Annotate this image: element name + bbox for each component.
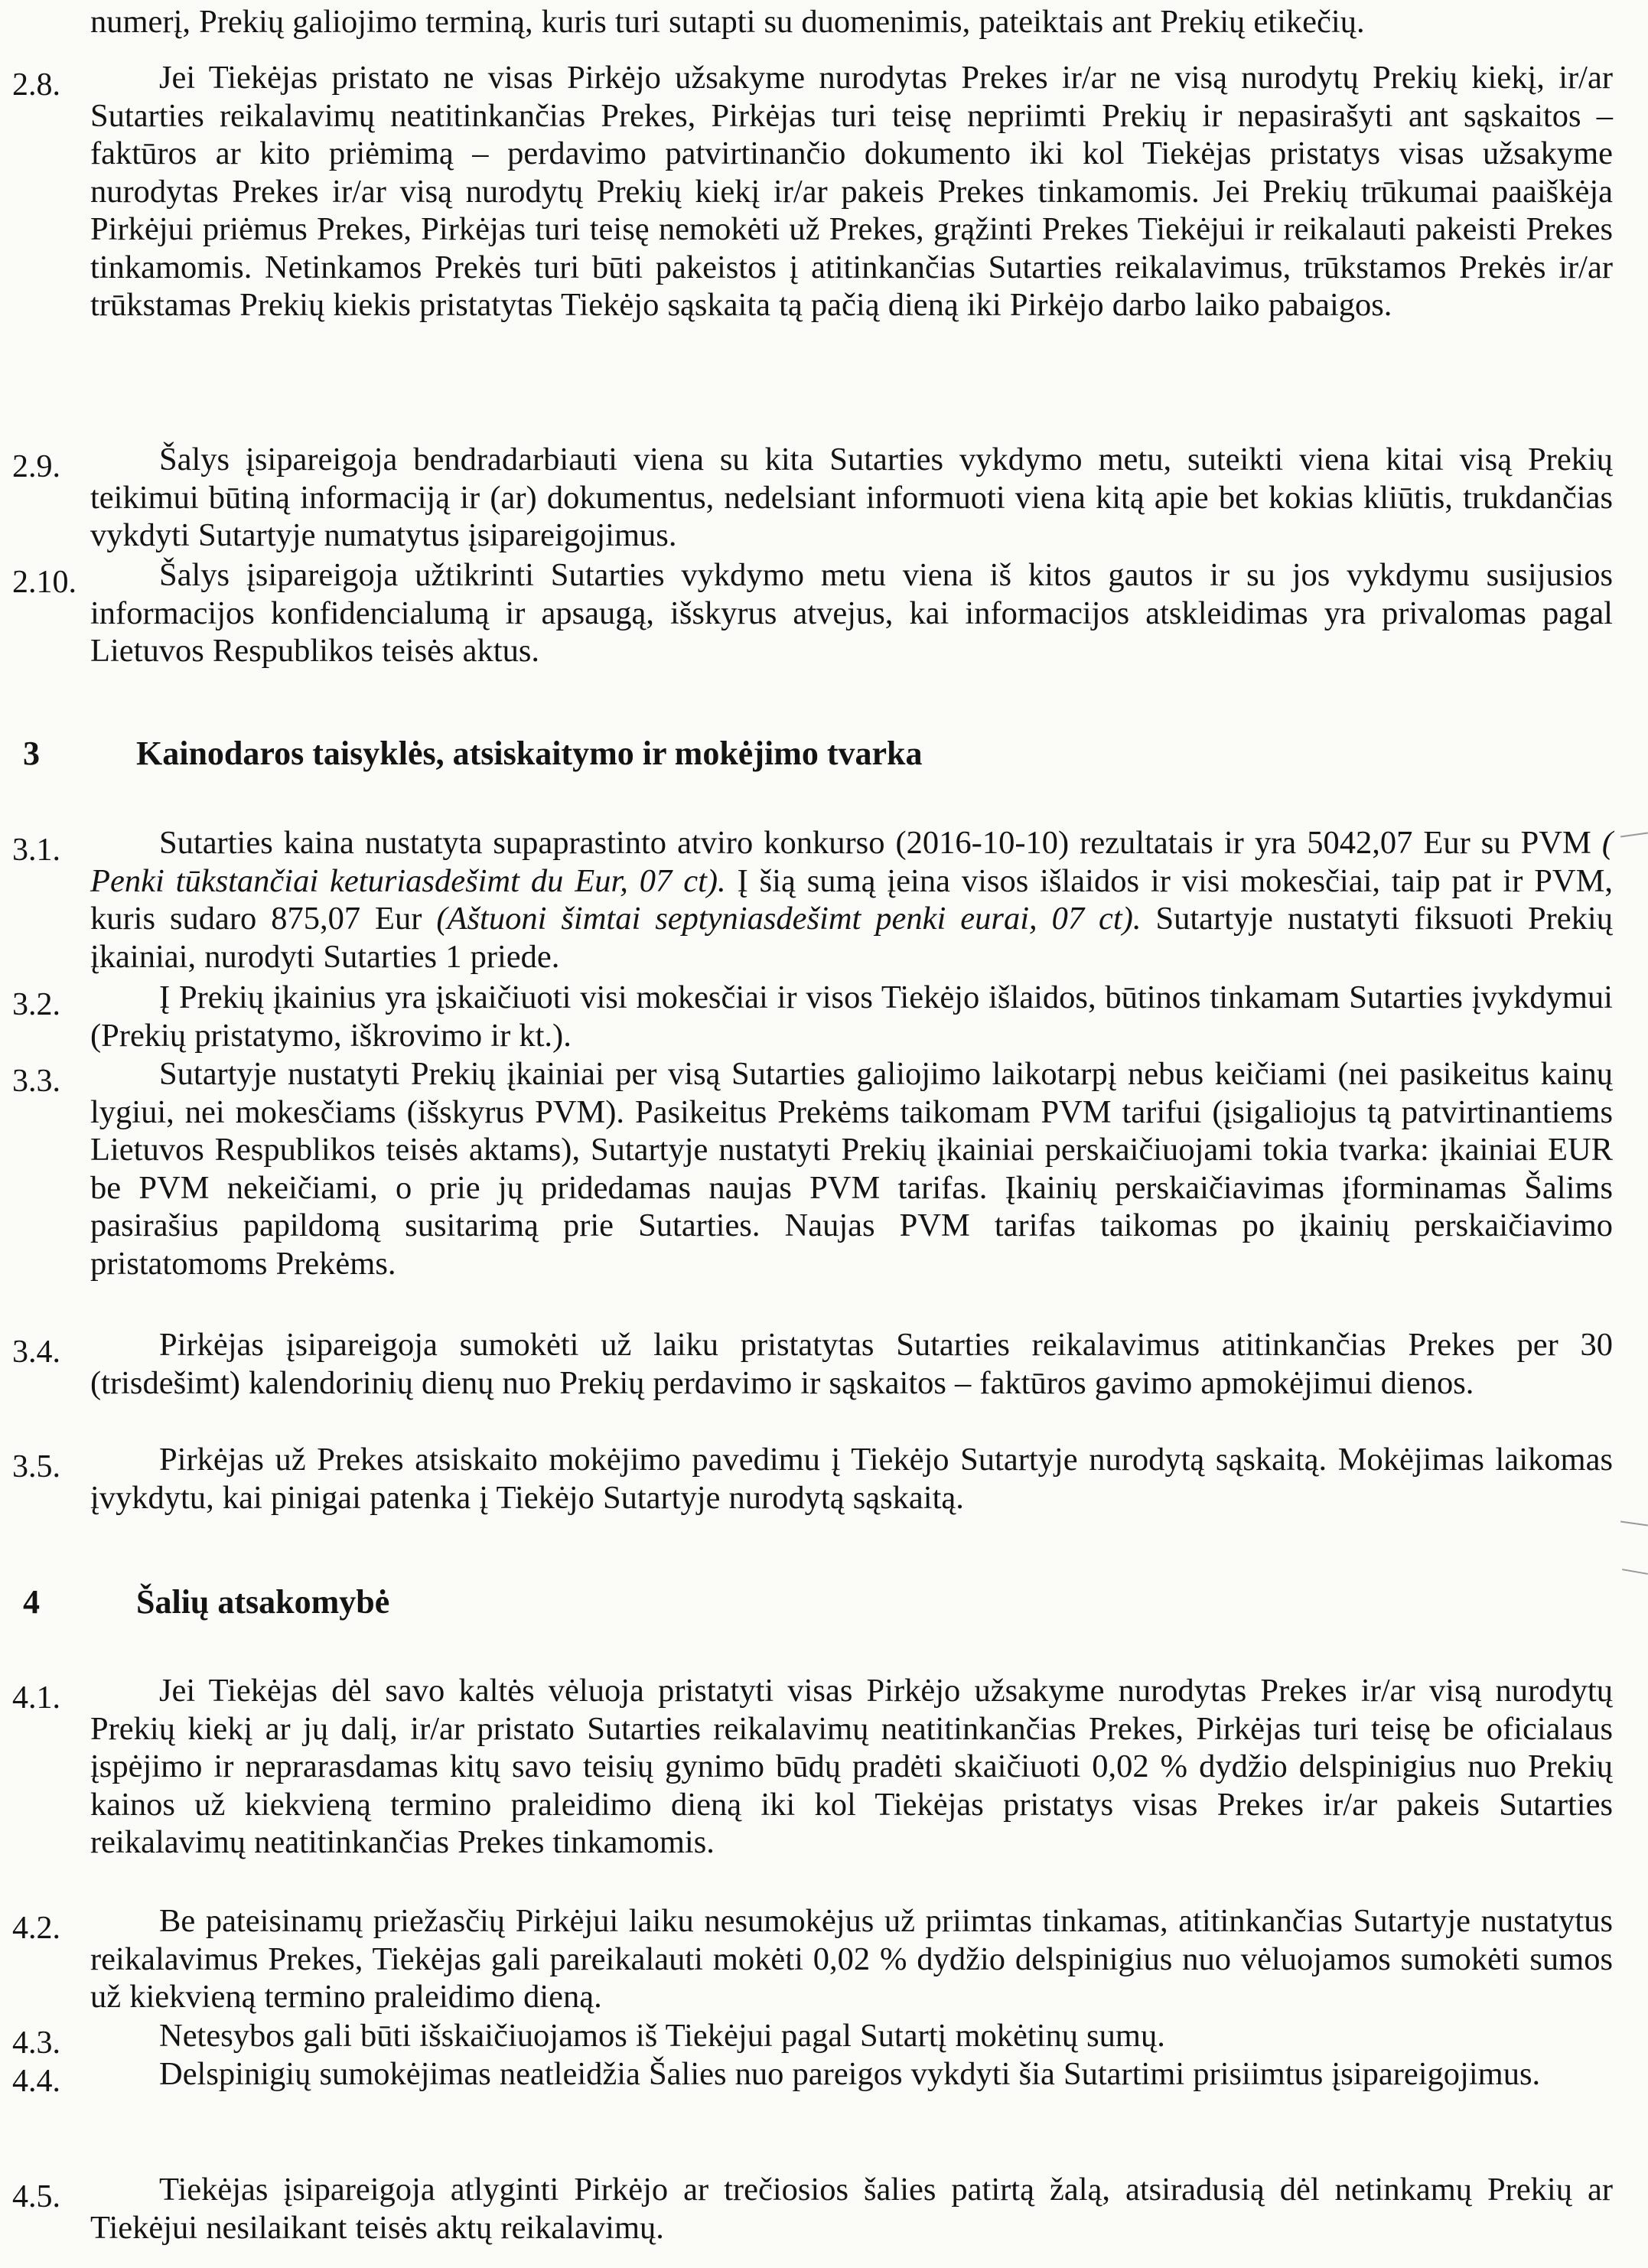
clause-number: 4.4.	[12, 2064, 60, 2099]
scan-artifact	[1620, 833, 1648, 838]
clause-2-7-continuation	[90, 3, 1613, 41]
clause-text: Be pateisinamų priežasčių Pirkėjui laiku nesumokėjus už priimtas tinkamas, atitinkančias Sutartyje nustatytus reikalavimus Prekes, Tiekėjas gali pareikalauti mokėti 0,02 % dydžio delspinigius nuo vėluojamos sumokėti sumos už kiekvieną termino praleidimo dieną.	[90, 1903, 1613, 2015]
clause-text: Delspinigių sumokėjimas neatleidžia Šalies nuo pareigos vykdyti šia Sutartimi prisiimtus įsipareigojimus.	[159, 2056, 1541, 2092]
clause-number: 4.2.	[12, 1911, 60, 1946]
section-number: 4	[23, 1583, 40, 1621]
clause-text: Pirkėjas įsipareigoja sumokėti už laiku pristatytas Sutarties reikalavimus atitinkančias Prekes per 30 (trisdešimt) kalendorinių dienų nuo Prekių perdavimo ir sąskaitos – faktūros gavimo apmokėjimui dienos.	[90, 1327, 1613, 1401]
clause-4-3	[12, 2017, 1613, 2061]
clause-number: 3.4.	[12, 1334, 60, 1370]
clause-3-3	[12, 1055, 1613, 1282]
scan-artifact	[1620, 1521, 1648, 1527]
clause-3-1	[12, 824, 1613, 976]
clause-3-4	[12, 1326, 1613, 1402]
clause-text: Sutartyje nustatyti Prekių įkainiai per visą Sutarties galiojimo laikotarpį nebus keičiami (nei pasikeitus kainų lygiui, nei mokesčiams (išskyrus PVM). Pasikeitus Prekėms taikomam PVM tarifui (įsigaliojus tą patvirtinantiems Lietuvos Respublikos teisės aktams), Sutartyje nustatyti Prekių įkainiai perskaičiuojami tokia tvarka: įkainiai EUR be PVM nekeičiami, o prie jų pridedamas naujas PVM tarifas. Įkainių perskaičiavimas įforminamas Šalims pasirašius papildomą susitarimą prie Sutarties. Naujas PVM tarifas taikomas po įkainių perskaičiavimo pristatomoms Prekėms.	[90, 1056, 1613, 1282]
clause-4-2	[12, 1902, 1613, 2016]
clause-text	[90, 824, 1613, 976]
clause-text: Tiekėjas įsipareigoja atlyginti Pirkėjo ar trečiosios šalies patirtą žalą, atsiradusią dėl netinkamų Prekių ar Tiekėjui nesilaikant teisės aktų reikalavimų.	[90, 2172, 1613, 2246]
clause-4-5	[12, 2171, 1613, 2247]
clause-number: 2.10.	[12, 565, 77, 600]
clause-text: Į Prekių įkainius yra įskaičiuoti visi mokesčiai ir visos Tiekėjo išlaidos, būtinos tinkamam Sutarties įvykdymui (Prekių pristatymo, iškrovimo ir kt.).	[90, 979, 1613, 1054]
clause-number: 2.8.	[12, 67, 60, 103]
clause-text-part: Į šią sumą įeina visos išlaidos ir visi mokesčiai, taip pat ir PVM, kuris sudaro 875,07 Eur	[90, 862, 1613, 937]
scan-artifact	[1622, 1569, 1648, 1575]
section-number: 3	[23, 735, 40, 772]
clause-text: Pirkėjas už Prekes atsiskaito mokėjimo pavedimu į Tiekėjo Sutartyje nurodytą sąskaitą. Mokėjimas laikomas įvykdytu, kai pinigai patenka į Tiekėjo Sutartyje nurodytą sąskaitą.	[90, 1442, 1613, 1516]
clause-2-10	[12, 556, 1613, 670]
clause-number: 3.3.	[12, 1064, 60, 1099]
section-heading-4	[23, 1583, 389, 1621]
clause-number: 3.5.	[12, 1449, 60, 1484]
clause-3-5	[12, 1441, 1613, 1517]
clause-text: Jei Tiekėjas pristato ne visas Pirkėjo užsakyme nurodytas Prekes ir/ar ne visą nurodytų Prekių kiekį, ir/ar Sutarties reikalavimų neatitinkančias Prekes, Pirkėjas turi teisę nepriimti Prekių ir nepasirašyti ant sąskaitos – faktūros ar kito priėmimą – perdavimo patvirtinančio dokumento iki kol Tiekėjas pristatys visas užsakyme nurodytas Prekes ir/ar visą nurodytų Prekių kiekį ir/ar pakeis Prekes tinkamomis. Jei Prekių trūkumai paaiškėja Pirkėjui priėmus Prekes, Pirkėjas turi teisę nemokėti už Prekes, grąžinti Prekes Tiekėjui ir reikalauti pakeisti Prekes tinkamomis. Netinkamos Prekės turi būti pakeistos į atitinkančias Sutarties reikalavimus, trūkstamos Prekės ir/ar trūkstamas Prekių kiekis pristatytas Tiekėjo sąskaita tą pačią dieną iki Pirkėjo darbo laiko pabaigos.	[90, 60, 1613, 323]
clause-text-part: Sutartyje nustatyti fiksuoti Prekių įkainiai, nurodyti Sutarties 1 priede.	[90, 901, 1613, 975]
clause-text-part: Sutarties kaina nustatyta supaprastinto atviro konkurso (2016-10-10) rezultatais ir yra 5042,07 Eur su PVM	[159, 825, 1602, 861]
vat-amount-in-words: (Aštuoni šimtai septyniasdešimt penki eurai, 07 ct).	[436, 901, 1142, 937]
clause-text: numerį, Prekių galiojimo terminą, kuris turi sutapti su duomenimis, pateiktais ant Prekių etikečių.	[90, 4, 1365, 40]
clause-2-8	[12, 59, 1613, 324]
section-title: Šalių atsakomybė	[136, 1583, 390, 1621]
clause-number: 2.9.	[12, 449, 60, 484]
clause-number: 4.1.	[12, 1680, 60, 1716]
clause-4-1	[12, 1672, 1613, 1862]
clause-text: Netesybos gali būti išskaičiuojamos iš Tiekėjui pagal Sutartį mokėtinų sumų.	[159, 2018, 1165, 2054]
clause-4-4	[12, 2055, 1613, 2099]
amount-in-words: ( Penki tūkstančiai keturiasdešimt du Eur, 07 ct).	[90, 825, 1613, 899]
section-title: Kainodaros taisyklės, atsiskaitymo ir mokėjimo tvarka	[136, 735, 923, 772]
clause-2-9	[12, 441, 1613, 555]
clause-number: 4.3.	[12, 2025, 60, 2061]
clause-text: Jei Tiekėjas dėl savo kaltės vėluoja pristatyti visas Pirkėjo užsakyme nurodytas Prekes ir/ar visą nurodytų Prekių kiekį ar jų dalį, ir/ar pristato Sutarties reikalavimų neatitinkančias Prekes, Pirkėjas turi teisę be oficialaus įspėjimo ir neprarasdamas kitų savo teisių gynimo būdų pradėti skaičiuoti 0,02 % dydžio delspinigius nuo Prekių kainos už kiekvieną termino praleidimo dieną iki kol Tiekėjas pristatys visas Prekes ir/ar pakeis Sutarties reikalavimų neatitinkančias Prekes tinkamomis.	[90, 1673, 1613, 1860]
clause-number: 4.5.	[12, 2179, 60, 2214]
section-heading-3	[23, 735, 923, 773]
clause-number: 3.2.	[12, 987, 60, 1022]
clause-text: Šalys įsipareigoja bendradarbiauti viena su kita Sutarties vykdymo metu, suteikti viena kitai visą Prekių teikimui būtiną informaciją ir (ar) dokumentus, nedelsiant informuoti viena kitą apie bet kokias kliūtis, trukdančias vykdyti Sutartyje numatytus įsipareigojimus.	[90, 442, 1613, 553]
clause-text: Šalys įsipareigoja užtikrinti Sutarties vykdymo metu viena iš kitos gautos ir su jos vykdymu susijusios informacijos konfidencialumą ir apsaugą, išskyrus atvejus, kai informacijos atskleidimas yra privalomas pagal Lietuvos Respublikos teisės aktus.	[90, 557, 1613, 669]
clause-number: 3.1.	[12, 833, 60, 868]
clause-3-2	[12, 979, 1613, 1054]
